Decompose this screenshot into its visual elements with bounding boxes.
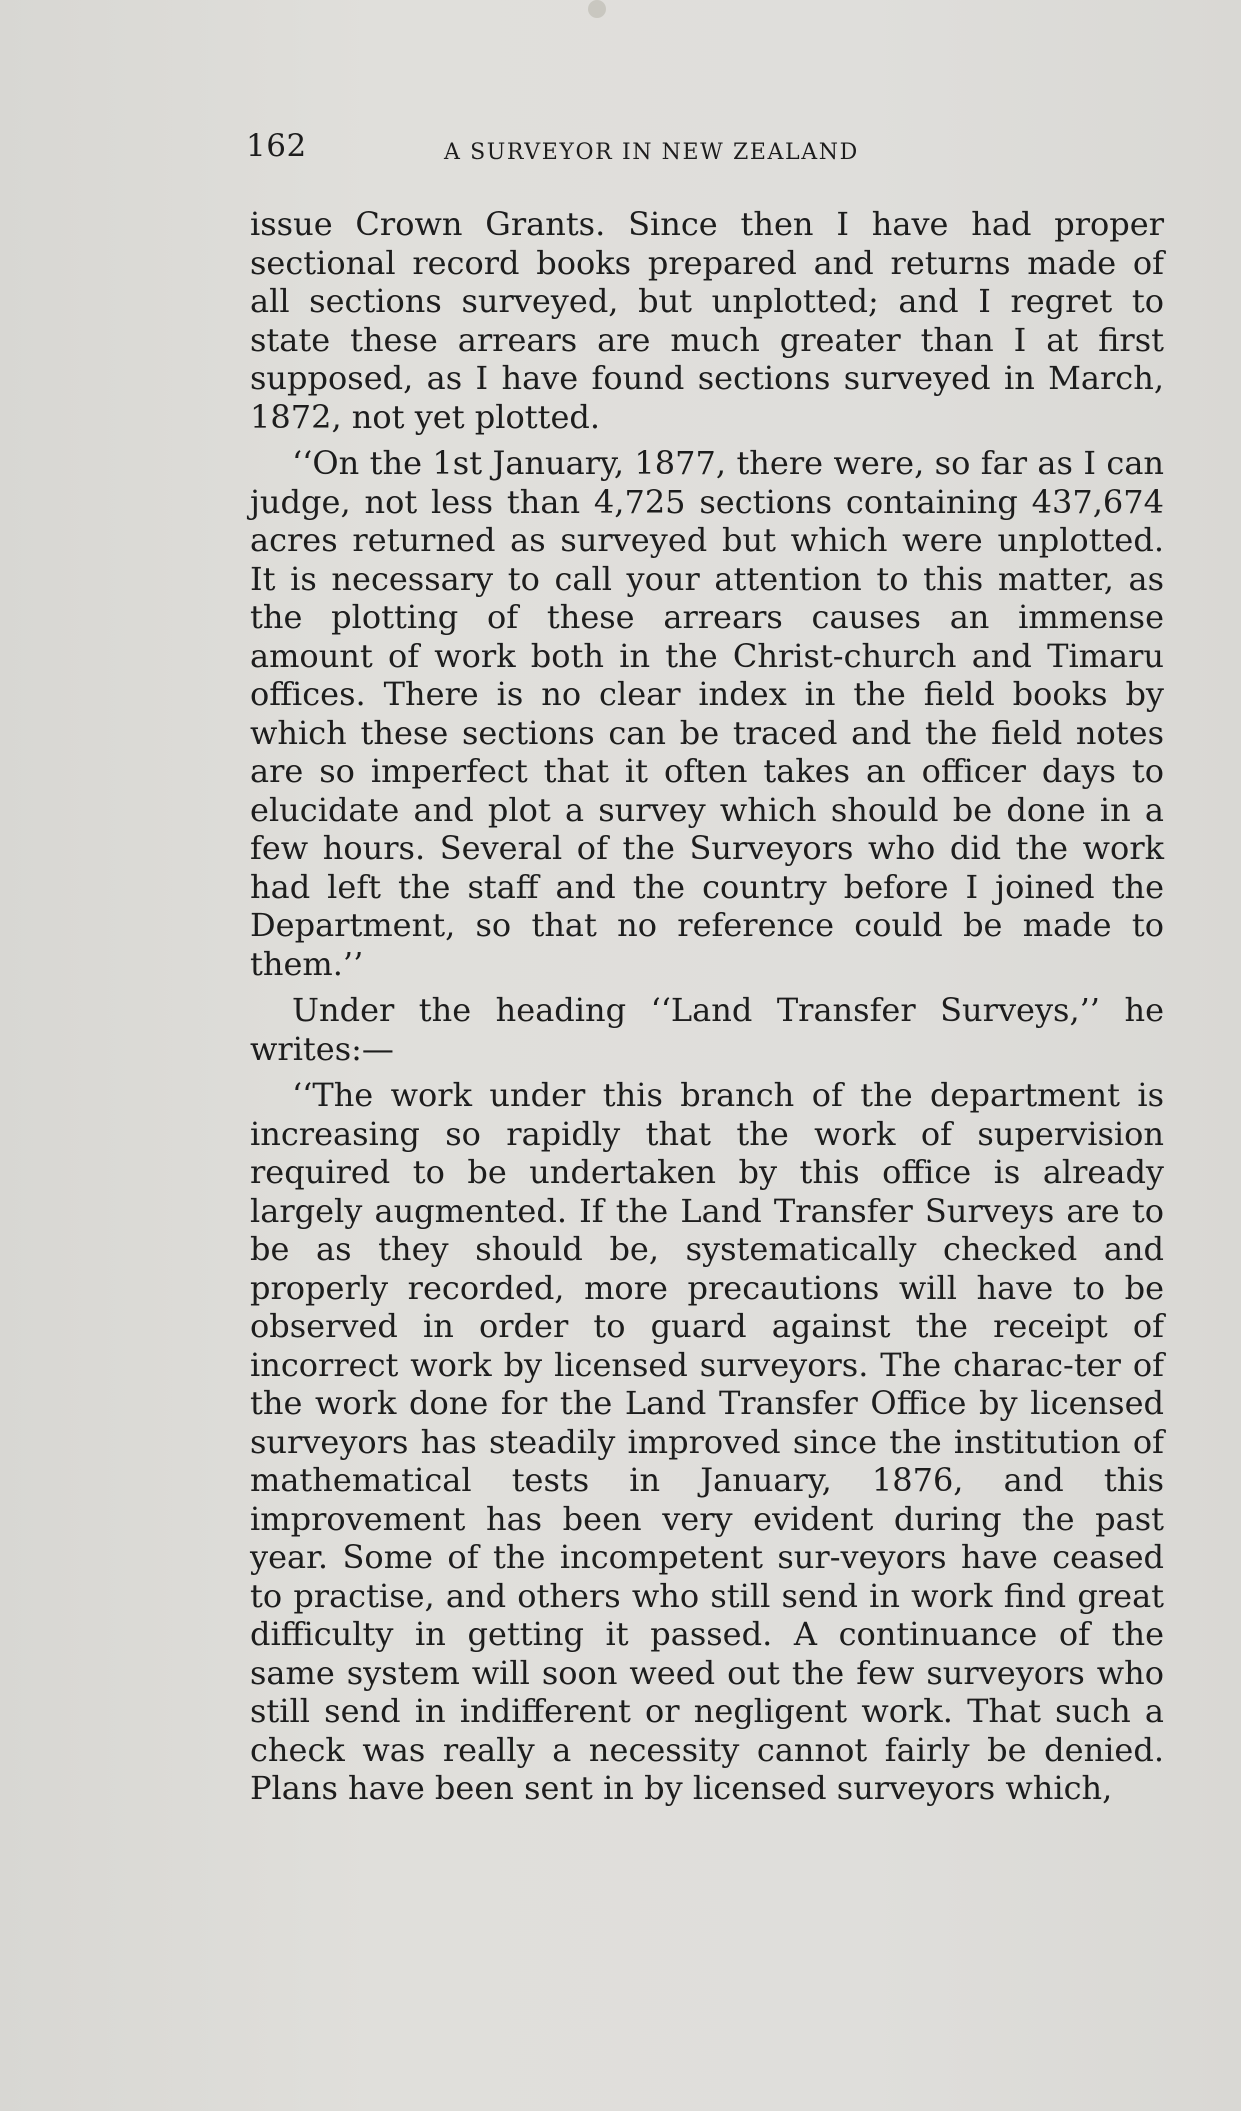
paragraph-4: ‘‘The work under this branch of the department is increasing so rapidly that the work of supervision required to be undertaken by this office is already largely augmented. If the Land Transfer Surveys are to be as they should be, systematically checked and properly recorded, more precautions will have to be observed in order to guard against the receipt of incorrect work by licensed surveyors. The charac-ter of the work done for the Land Transfer Office by licensed surveyors has steadily improved since the institution of mathematical tests in January, 1876, and this improvement has been very evident during the past year. Some of the incompetent sur-veyors have ceased to practise, and others who still send in work find great difficulty in getting it passed. A continuance of the same system will soon weed out the few surveyors who still send in indifferent or negligent work. That such a check was really a necessity cannot fairly be denied. Plans have been sent in by licensed surveyors which, bbox=[250, 1076, 1164, 1807]
running-title: A SURVEYOR IN NEW ZEALAND bbox=[444, 140, 859, 165]
page-header bbox=[246, 128, 1166, 172]
paragraph-3: Under the heading ‘‘Land Transfer Surveys,’’ he writes:— bbox=[250, 991, 1164, 1068]
body-text bbox=[250, 205, 1164, 1816]
binding-mark bbox=[588, 0, 606, 18]
paragraph-2: ‘‘On the 1st January, 1877, there were, so far as I can judge, not less than 4,725 sections containing 437,674 acres returned as surveyed but which were unplotted. It is necessary to call your attention to this matter, as the plotting of these arrears causes an immense amount of work both in the Christ-church and Timaru offices. There is no clear index in the field books by which these sections can be traced and the field notes are so imperfect that it often takes an officer days to elucidate and plot a survey which should be done in a few hours. Several of the Surveyors who did the work had left the staff and the country before I joined the Department, so that no reference could be made to them.’’ bbox=[250, 444, 1164, 983]
paragraph-1: issue Crown Grants. Since then I have had proper sectional record books prepared and returns made of all sections surveyed, but unplotted; and I regret to state these arrears are much greater than I at first supposed, as I have found sections surveyed in March, 1872, not yet plotted. bbox=[250, 205, 1164, 436]
page-number: 162 bbox=[246, 128, 307, 164]
